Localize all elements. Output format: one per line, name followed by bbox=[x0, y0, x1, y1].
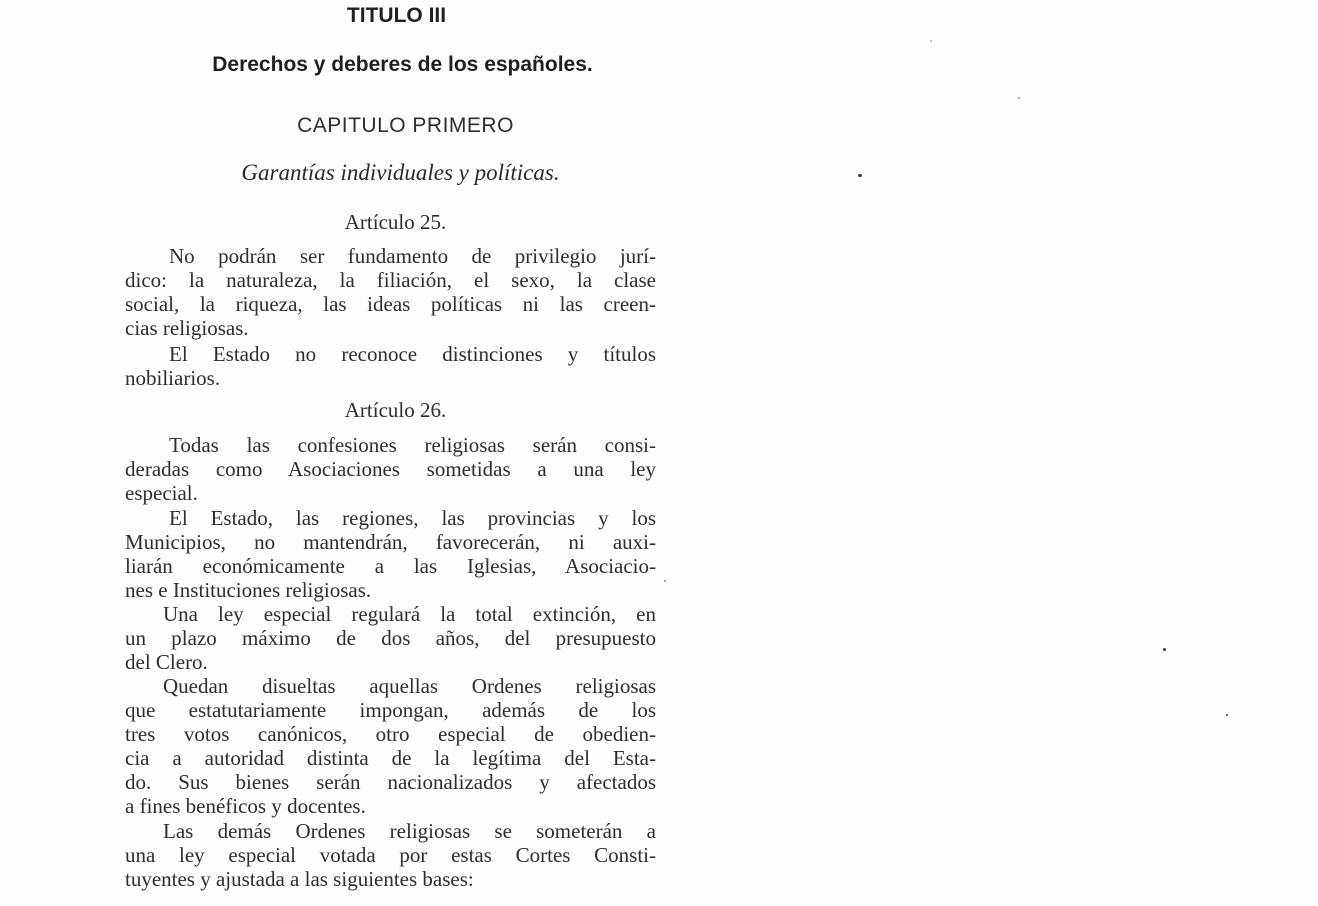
text-line: social, la riqueza, las ideas políticas ni las creen- bbox=[125, 292, 656, 316]
text-line: cias religiosas. bbox=[125, 316, 249, 340]
text-line: Quedan disueltas aquellas Ordenes religiosas bbox=[163, 674, 656, 698]
article-26-paragraph-5 bbox=[125, 819, 656, 891]
capitulo-subheading: Garantías individuales y políticas. bbox=[241, 160, 560, 185]
dust-speck bbox=[858, 174, 862, 177]
text-line: cia a autoridad distinta de la legítima del Esta- bbox=[125, 746, 656, 770]
article-25-paragraph-1 bbox=[125, 244, 656, 340]
titulo-heading: TITULO III bbox=[346, 4, 447, 27]
text-line: tres votos canónicos, otro especial de obedien- bbox=[125, 722, 656, 746]
text-line: a fines benéficos y docentes. bbox=[125, 794, 366, 818]
text-line: deradas como Asociaciones sometidas a una ley bbox=[125, 457, 656, 481]
article-26-paragraph-3 bbox=[125, 602, 656, 674]
text-line: liarán económicamente a las Iglesias, Asociacio- bbox=[125, 554, 656, 578]
article-26-paragraph-4 bbox=[125, 674, 656, 818]
text-line: Una ley especial regulará la total extinción, en bbox=[163, 602, 656, 626]
dust-speck bbox=[1226, 714, 1228, 716]
text-line: Todas las confesiones religiosas serán consi- bbox=[169, 433, 656, 457]
text-line: especial. bbox=[125, 481, 198, 505]
article-26-heading: Artículo 26. bbox=[344, 398, 447, 422]
dust-speck bbox=[1018, 97, 1020, 99]
text-line: que estatutariamente impongan, además de los bbox=[125, 698, 656, 722]
text-line: No podrán ser fundamento de privilegio jurí- bbox=[169, 244, 656, 268]
dust-speck bbox=[664, 580, 666, 582]
article-26-paragraph-1 bbox=[125, 433, 656, 505]
text-line: tuyentes y ajustada a las siguientes bases: bbox=[125, 867, 474, 891]
article-25-paragraph-2 bbox=[125, 342, 656, 390]
dust-speck bbox=[930, 40, 932, 42]
capitulo-heading: CAPITULO PRIMERO bbox=[297, 114, 514, 137]
article-26-paragraph-2 bbox=[125, 506, 656, 602]
article-25-heading: Artículo 25. bbox=[344, 210, 447, 234]
text-line: nobiliarios. bbox=[125, 366, 221, 390]
dust-speck bbox=[1163, 648, 1166, 651]
text-line: nes e Instituciones religiosas. bbox=[125, 578, 372, 602]
text-line: del Clero. bbox=[125, 650, 208, 674]
text-line: El Estado no reconoce distinciones y títulos bbox=[169, 342, 656, 366]
text-line: do. Sus bienes serán nacionalizados y afectados bbox=[125, 770, 656, 794]
text-line: El Estado, las regiones, las provincias y los bbox=[169, 506, 656, 530]
text-line: una ley especial votada por estas Cortes Consti- bbox=[125, 843, 656, 867]
text-line: dico: la naturaleza, la filiación, el sexo, la clase bbox=[125, 268, 656, 292]
text-line: un plazo máximo de dos años, del presupuesto bbox=[125, 626, 656, 650]
text-line: Municipios, no mantendrán, favorecerán, ni auxi- bbox=[125, 530, 656, 554]
titulo-subheading: Derechos y deberes de los españoles. bbox=[212, 53, 593, 76]
text-line: Las demás Ordenes religiosas se someterán a bbox=[163, 819, 656, 843]
